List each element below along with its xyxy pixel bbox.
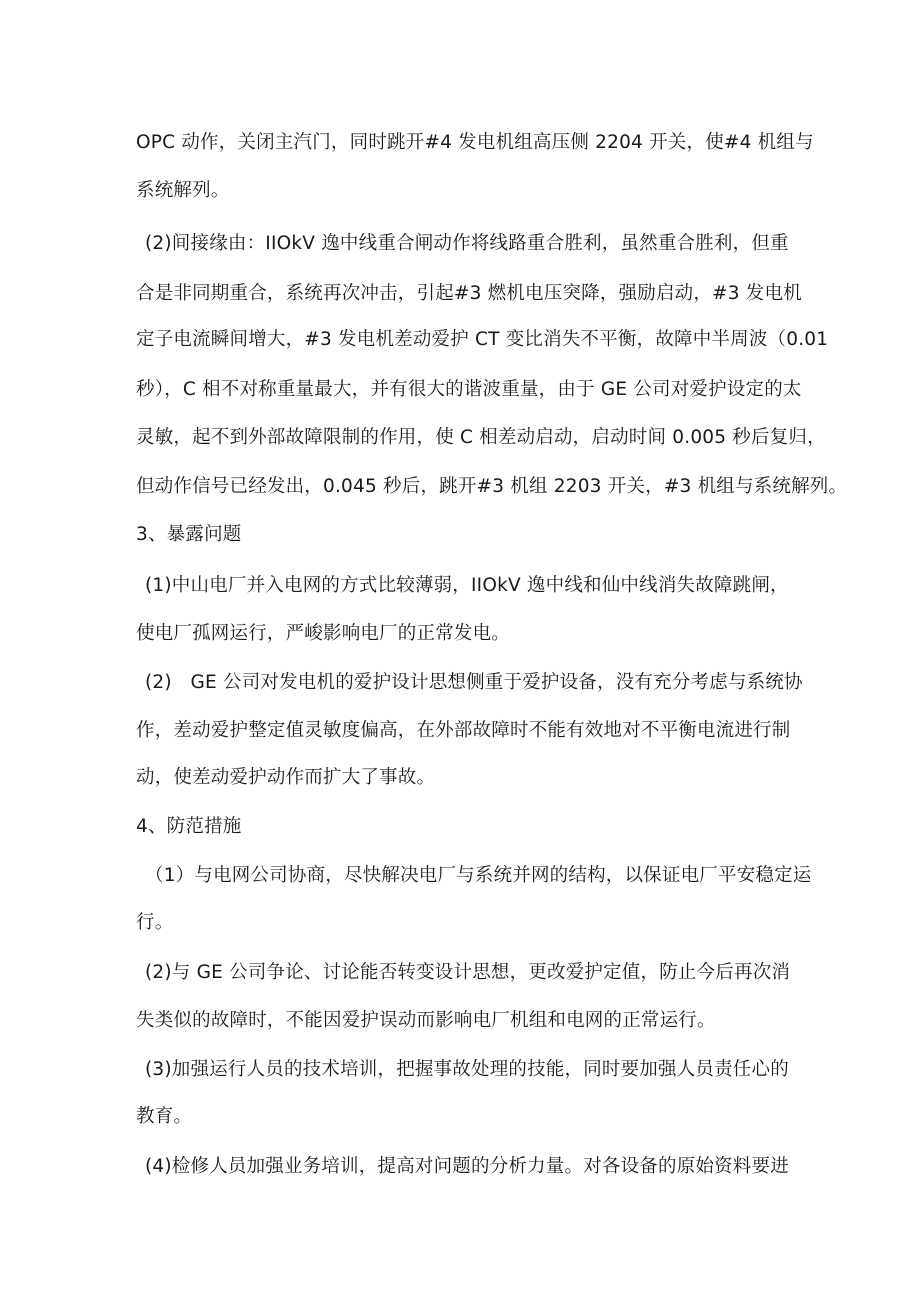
paragraph-line: 合是非同期重合，系统再次冲击，引起#3 燃机电压突降，强励启动，#3 发电机	[136, 283, 802, 304]
paragraph-line: 秒），C 相不对称重量最大，并有很大的谐波重量，由于 GE 公司对爱护设定的太	[136, 379, 802, 400]
paragraph-line: （1）与电网公司协商，尽快解决电厂与系统并网的结构，以保证电厂平安稳定运	[145, 865, 812, 886]
paragraph-line: OPC 动作，关闭主汽门，同时跳开#4 发电机组高压侧 2204 开关，使#4 机组与	[136, 132, 814, 153]
paragraph-line: (2) GE 公司对发电机的爱护设计思想侧重于爱护设备，没有充分考虑与系统协	[145, 672, 803, 693]
paragraph-line: (2)间接缘由：IIOkV 逸中线重合闸动作将线路重合胜利，虽然重合胜利，但重	[145, 233, 789, 254]
paragraph-line: 但动作信号已经发出，0.045 秒后，跳开#3 机组 2203 开关，#3 机组与系统解列。	[136, 476, 848, 497]
paragraph-line: 失类似的故障时，不能因爱护误动而影响电厂机组和电网的正常运行。	[136, 1010, 716, 1031]
paragraph-line: (3)加强运行人员的技术培训，把握事故处理的技能，同时要加强人员责任心的	[145, 1059, 789, 1080]
paragraph-line: (4)检修人员加强业务培训，提高对问题的分析力量。对各设备的原始资料要进	[145, 1156, 789, 1177]
paragraph-line: 定子电流瞬间增大，#3 发电机差动爱护 CT 变比消失不平衡，故障中半周波（0.01	[136, 329, 829, 350]
paragraph-line: 行。	[136, 912, 174, 933]
section-heading: 3、暴露问题	[136, 524, 242, 545]
section-heading: 4、防范措施	[136, 816, 242, 837]
paragraph-line: 使电厂孤网运行，严峻影响电厂的正常发电。	[136, 623, 511, 644]
paragraph-line: 动，使差动爱护动作而扩大了事故。	[136, 767, 436, 788]
paragraph-line: 系统解列。	[136, 180, 230, 201]
paragraph-line: 灵敏，起不到外部故障限制的作用，使 C 相差动启动，启动时间 0.005 秒后复归，	[136, 427, 826, 448]
paragraph-line: 教育。	[136, 1106, 193, 1127]
paragraph-line: 作，差动爱护整定值灵敏度偏高，在外部故障时不能有效地对不平衡电流进行制	[136, 720, 791, 741]
paragraph-line: (2)与 GE 公司争论、讨论能否转变设计思想，更改爱护定值，防止今后再次消	[145, 962, 791, 983]
paragraph-line: (1)中山电厂并入电网的方式比较薄弱，IIOkV 逸中线和仙中线消失故障跳闸，	[145, 575, 789, 596]
